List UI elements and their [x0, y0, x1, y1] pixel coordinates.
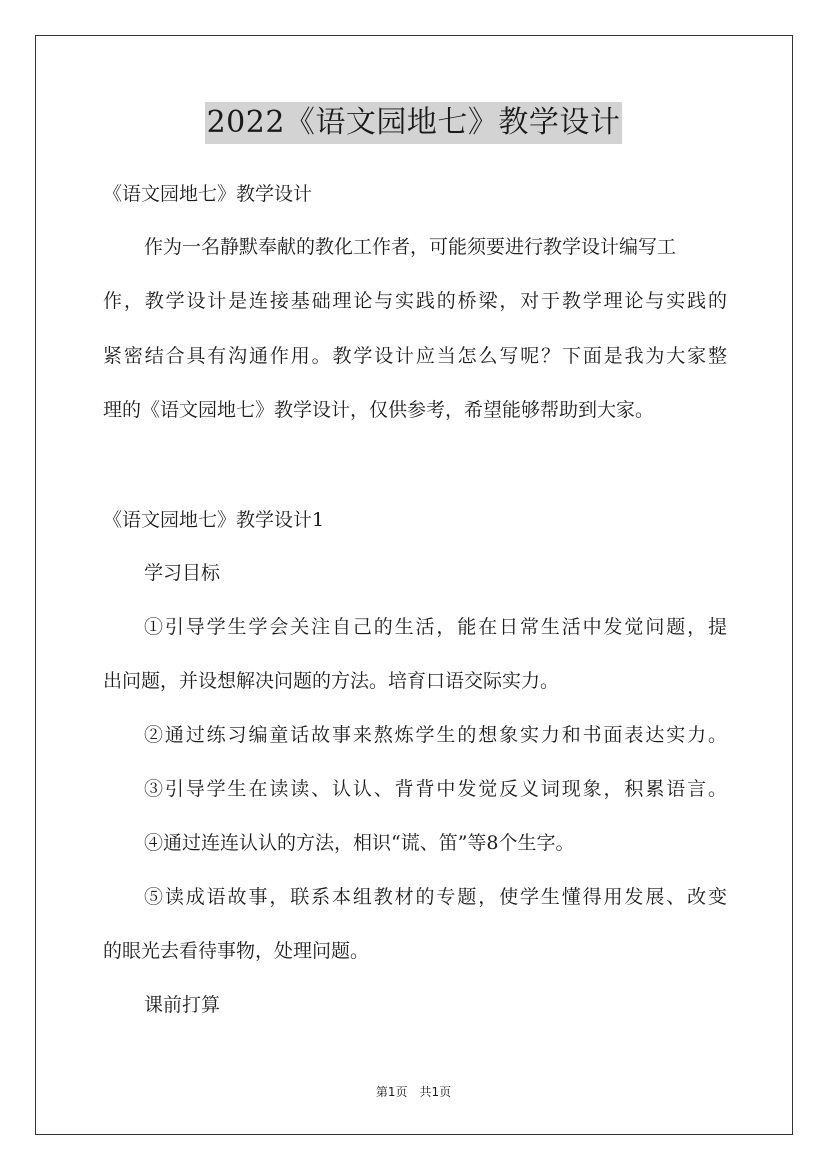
goal-2: ②通过练习编童话故事来熬炼学生的想象实力和书面表达实力。	[144, 724, 727, 746]
intro-line-4: 理的《语文园地七》教学设计，仅供参考，希望能够帮助到大家。	[103, 399, 655, 421]
goals-heading: 学习目标	[144, 562, 221, 584]
goal-5-line-1: ⑤读成语故事，联系本组教材的专题，使学生懂得用发展、改变	[144, 886, 727, 908]
goal-1-line-1: ①引导学生学会关注自己的生活，能在日常生活中发觉问题，提	[144, 616, 727, 638]
title-container	[0, 102, 827, 144]
intro-line-1: 作为一名静默奉献的教化工作者，可能须要进行教学设计编写工	[144, 236, 677, 258]
prep-heading: 课前打算	[144, 994, 221, 1016]
intro-line-3: 紧密结合具有沟通作用。教学设计应当怎么写呢？下面是我为大家整	[103, 345, 727, 367]
goal-3: ③引导学生在读读、认认、背背中发觉反义词现象，积累语言。	[144, 778, 727, 800]
page-number-footer: 第1页 共1页	[375, 1085, 452, 1099]
goal-5-line-2: 的眼光去看待事物，处理问题。	[103, 940, 370, 962]
goal-1-line-2: 出问题，并设想解决问题的方法。培育口语交际实力。	[103, 670, 560, 692]
section-title: 《语文园地七》教学设计1	[103, 509, 325, 531]
goal-4: ④通过连连认认的方法，相识“谎、笛”等8个生字。	[144, 832, 575, 854]
document-title: 2022《语文园地七》教学设计	[205, 102, 623, 144]
intro-line-2: 作，教学设计是连接基础理论与实践的桥梁，对于教学理论与实践的	[103, 290, 727, 312]
document-subtitle: 《语文园地七》教学设计	[103, 183, 313, 205]
